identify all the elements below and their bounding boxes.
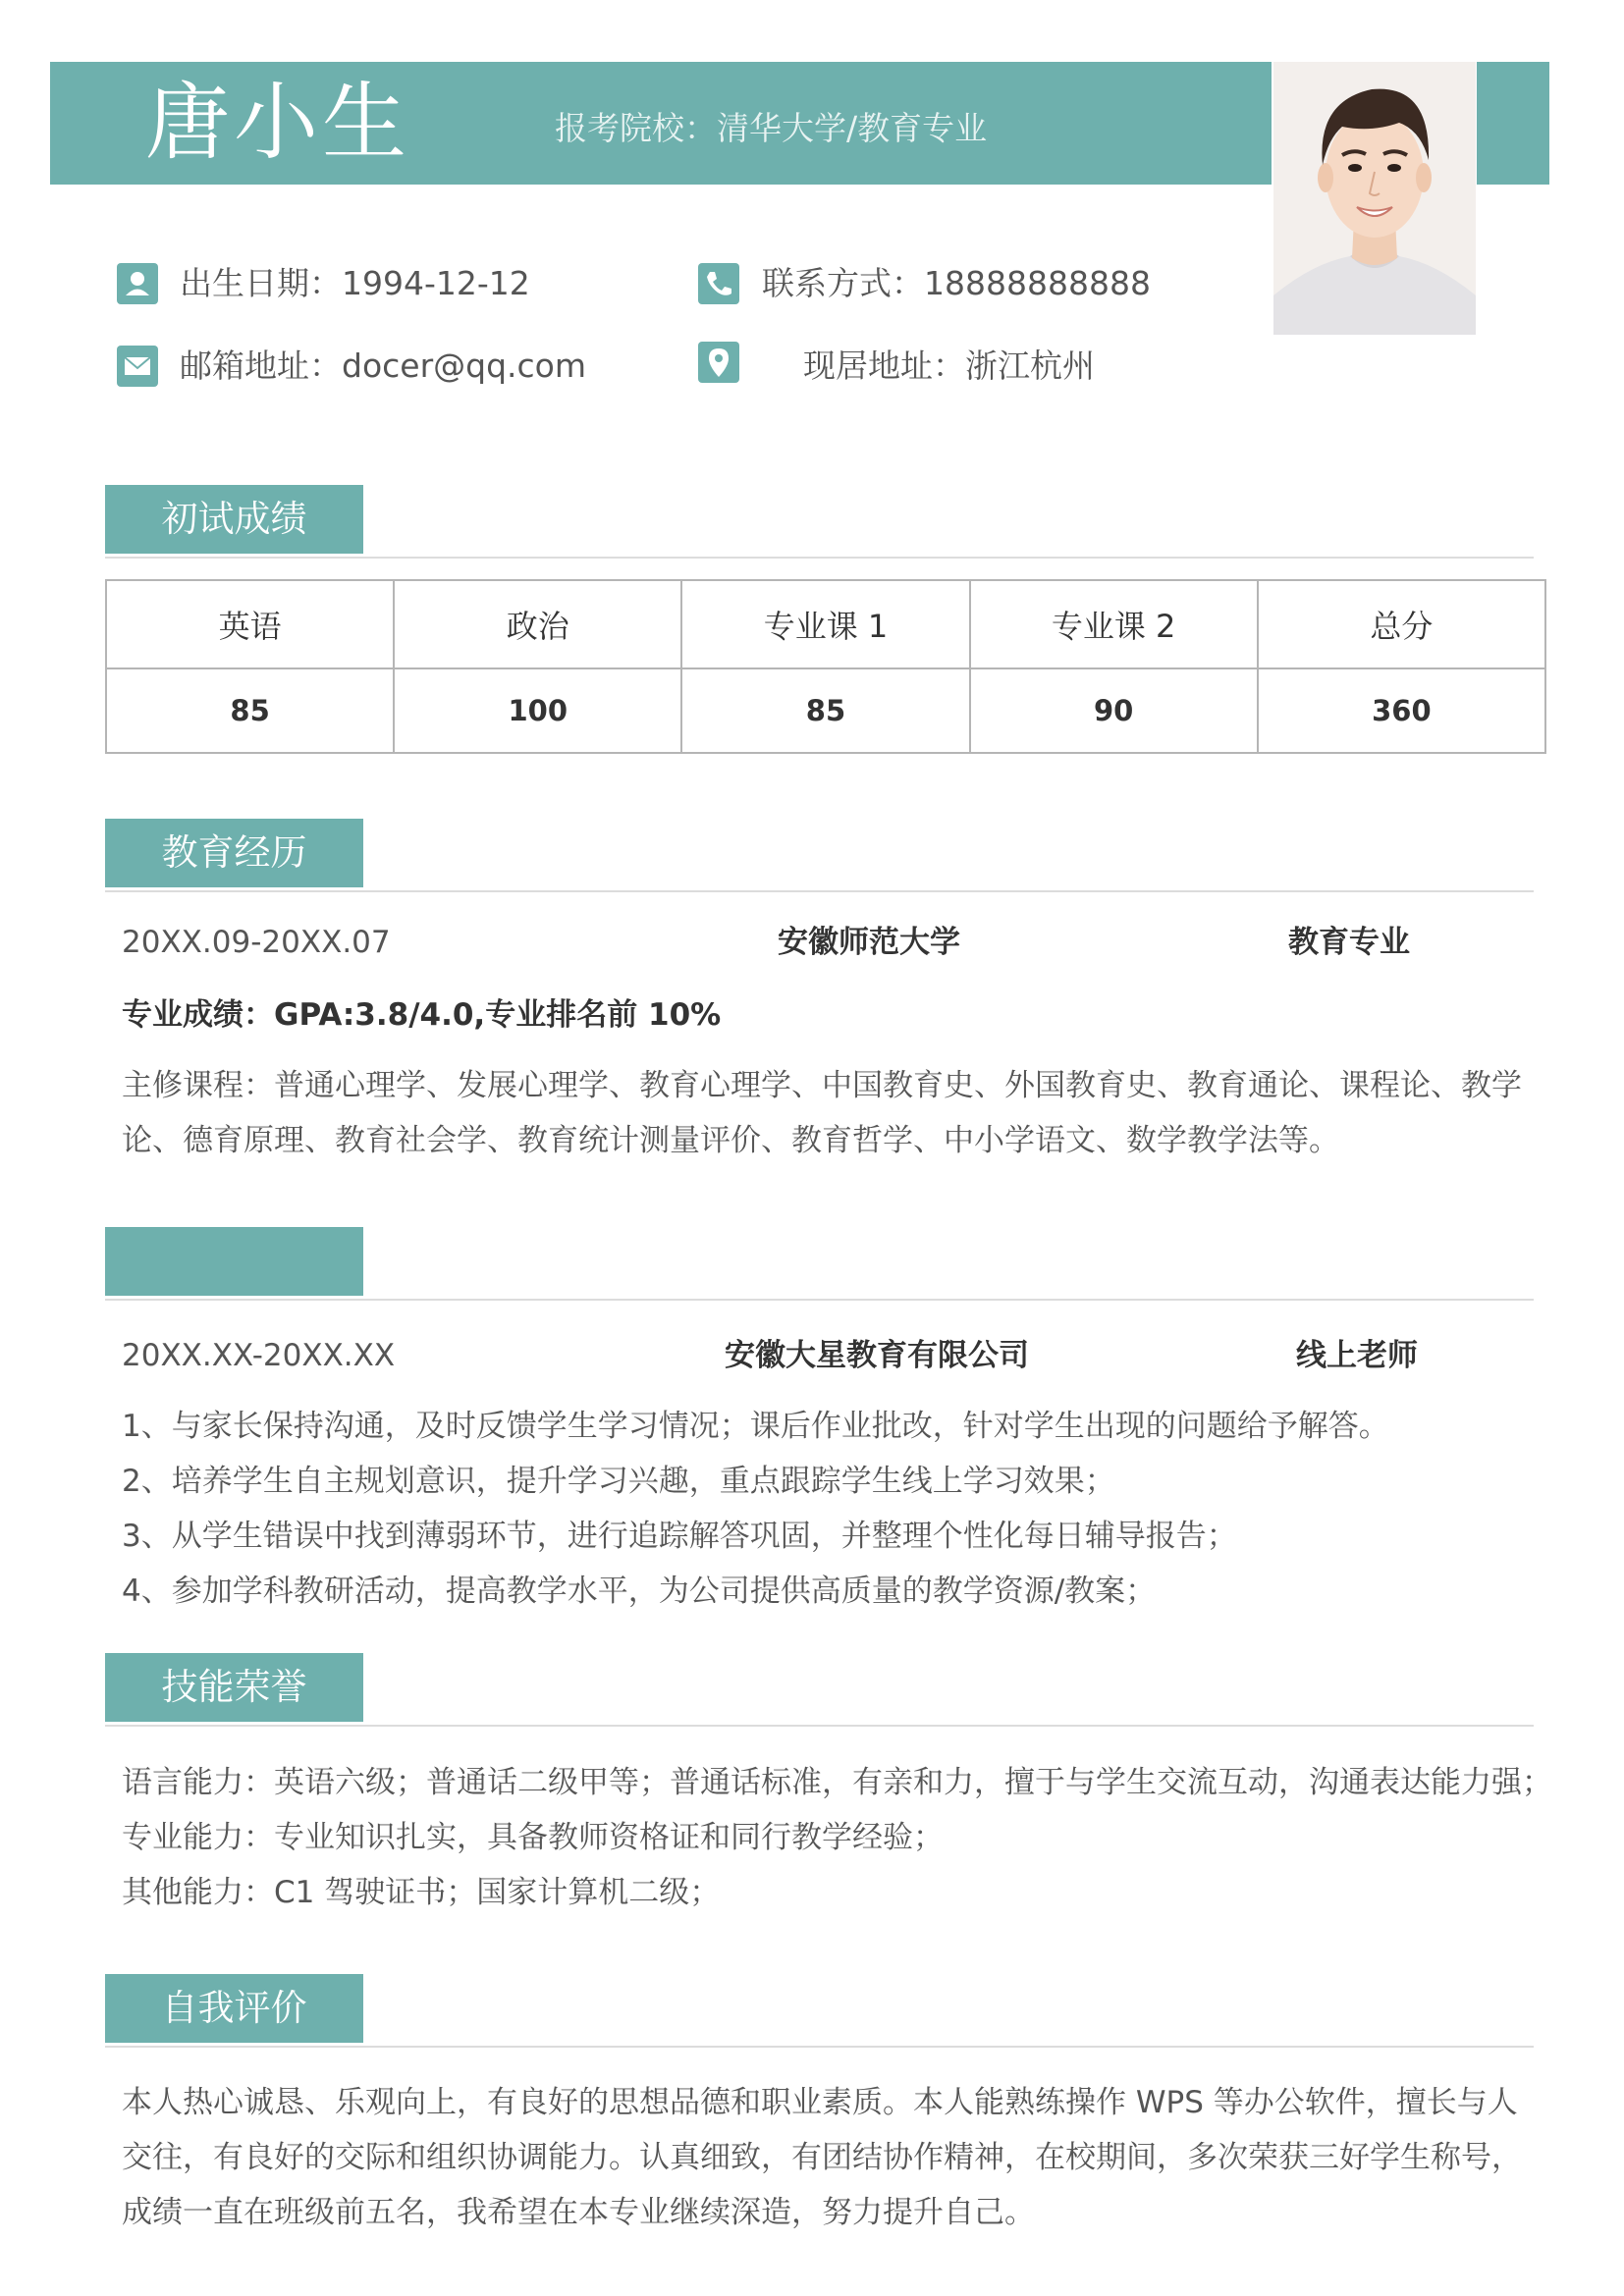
score-header: 专业课 2	[970, 580, 1258, 668]
score-header-row	[106, 580, 1545, 668]
experience-item: 3、从学生错误中找到薄弱环节，进行追踪解答巩固，并整理个性化每日辅导报告；	[122, 1519, 1237, 1554]
score-header: 政治	[394, 580, 681, 668]
section-divider	[105, 890, 1534, 892]
score-value-row	[106, 668, 1545, 753]
score-value: 90	[970, 668, 1258, 753]
target-school: 报考院校：清华大学/教育专业	[555, 109, 988, 147]
section-title-education: 教育经历	[161, 831, 307, 874]
experience-item: 2、培养学生自主规划意识，提升学习兴趣，重点跟踪学生线上学习效果；	[122, 1464, 1115, 1499]
portrait-image	[1273, 62, 1476, 335]
section-title-self: 自我评价	[161, 1987, 307, 2029]
education-courses: 主修课程：普通心理学、发展心理学、教育心理学、中国教育史、外国教育史、教育通论、课程论、教学论、德育原理、教育社会学、教育统计测量评价、教育哲学、中小学语文、数学教学法等。	[122, 1068, 1522, 1158]
score-value: 100	[394, 668, 681, 753]
education-school: 安徽师范大学	[778, 925, 960, 960]
score-value: 360	[1258, 668, 1545, 753]
section-title-scores: 初试成绩	[161, 498, 307, 540]
skill-line: 其他能力：C1 驾驶证书；国家计算机二级；	[122, 1875, 721, 1910]
person-icon	[117, 263, 158, 304]
score-header: 英语	[106, 580, 394, 668]
email-address: 邮箱地址：docer@qq.com	[180, 347, 587, 385]
score-header: 专业课 1	[681, 580, 969, 668]
score-value: 85	[681, 668, 969, 753]
phone-number: 联系方式：18888888888	[762, 264, 1151, 302]
section-divider	[105, 2046, 1534, 2048]
score-header: 总分	[1258, 580, 1545, 668]
header-accent-block	[1477, 62, 1549, 185]
experience-role: 线上老师	[1296, 1338, 1418, 1373]
skill-line: 专业能力：专业知识扎实，具备教师资格证和同行教学经验；	[122, 1820, 944, 1855]
skill-line: 语言能力：英语六级；普通话二级甲等；普通话标准，有亲和力，擅于与学生交流互动，沟通表达能力强；	[122, 1765, 1552, 1800]
section-divider	[105, 1299, 1534, 1301]
experience-company: 安徽大星教育有限公司	[725, 1338, 1029, 1373]
envelope-icon	[117, 346, 158, 387]
location-pin-icon	[698, 342, 739, 383]
birth-date: 出生日期：1994-12-12	[180, 264, 530, 302]
education-gpa: 专业成绩：GPA:3.8/4.0,专业排名前 10%	[122, 997, 722, 1033]
experience-date: 20XX.XX-20XX.XX	[122, 1338, 396, 1373]
experience-item: 1、与家长保持沟通，及时反馈学生学习情况；课后作业批改，针对学生出现的问题给予解答。	[122, 1409, 1389, 1444]
score-table	[105, 579, 1546, 754]
experience-item: 4、参加学科教研活动，提高教学水平，为公司提供高质量的教学资源/教案；	[122, 1574, 1157, 1609]
section-divider	[105, 557, 1534, 559]
education-major: 教育专业	[1288, 925, 1410, 960]
self-evaluation: 本人热心诚恳、乐观向上，有良好的思想品德和职业素质。本人能熟练操作 WPS 等办公软件，擅长与人交往，有良好的交际和组织协调能力。认真细致，有团结协作精神，在校期间，多次荣获三好学生称号，成绩一直在班级前五名，我希望在本专业继续深造，努力提升自己。	[122, 2085, 1522, 2230]
section-title-skills: 技能荣誉	[161, 1666, 307, 1708]
education-date: 20XX.09-20XX.07	[122, 925, 391, 960]
section-title-experience	[105, 1227, 363, 1296]
candidate-name: 唐小生	[145, 74, 410, 172]
home-address: 现居地址：浙江杭州	[803, 347, 1095, 385]
phone-icon	[698, 263, 739, 304]
section-divider	[105, 1725, 1534, 1727]
profile-photo	[1273, 62, 1476, 335]
score-value: 85	[106, 668, 394, 753]
